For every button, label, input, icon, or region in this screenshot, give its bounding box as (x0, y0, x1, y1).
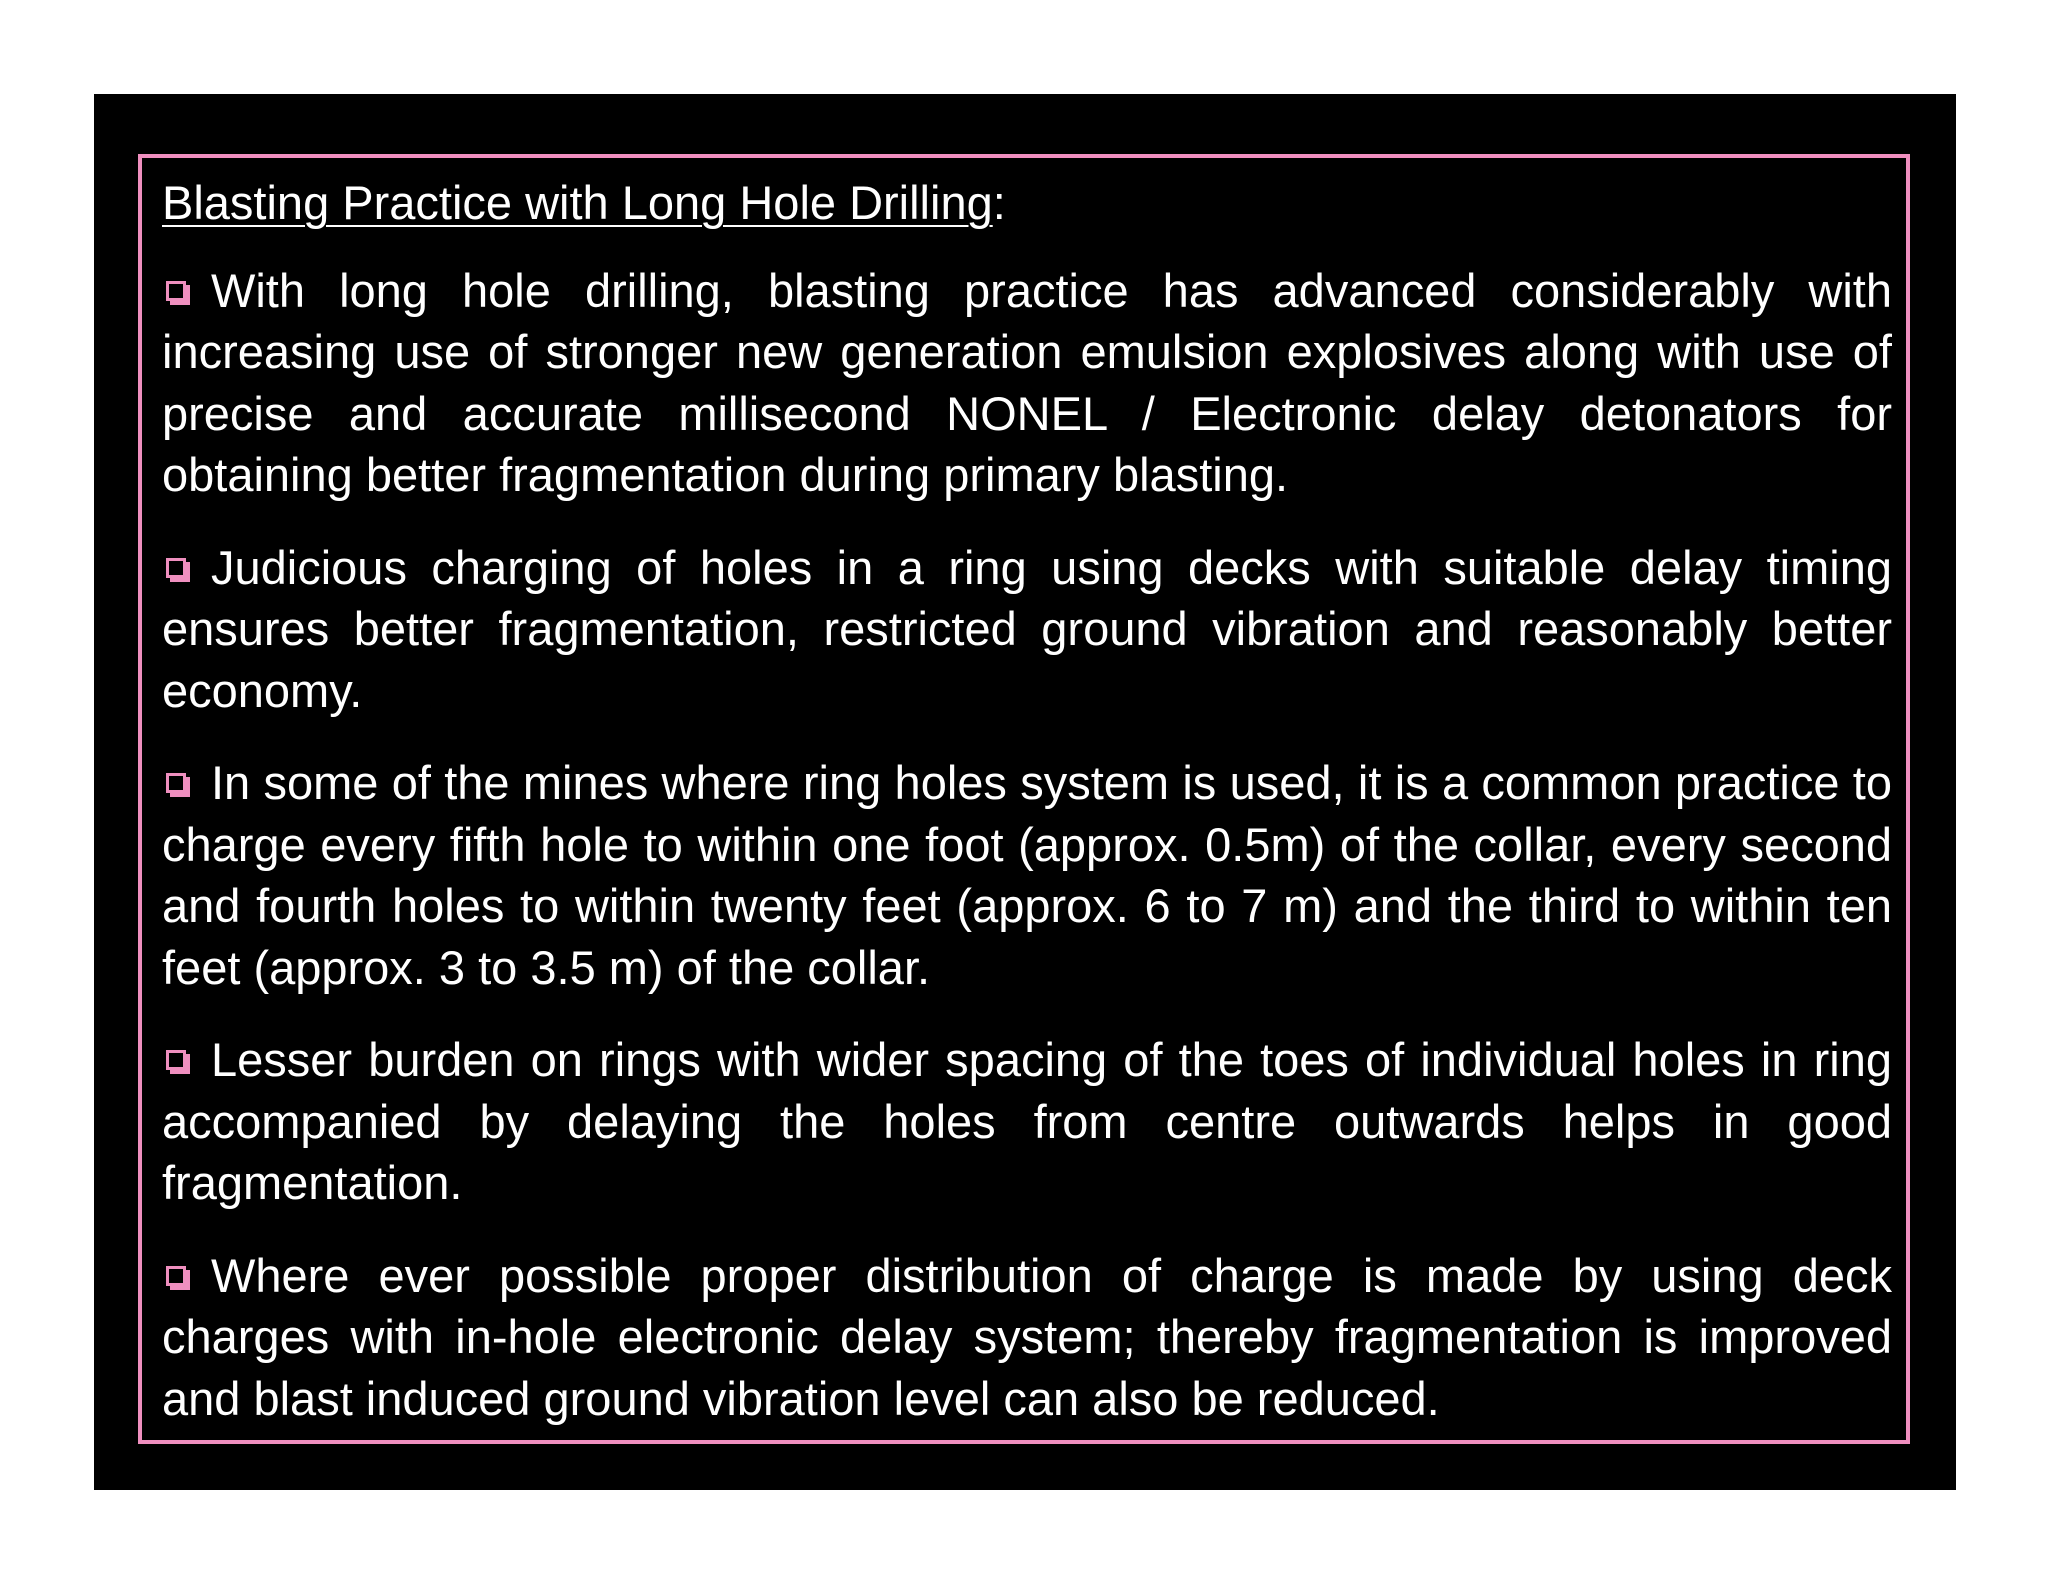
content-frame (138, 154, 1910, 1444)
bullet-text-5: Where ever possible proper distribution of charge is made by using deck charges with in-hole electronic delay system; thereby fragmentation is improved and blast induced ground vibration level can also be reduced. (162, 1248, 1892, 1425)
slide-title-colon: : (992, 176, 1006, 229)
hollow-square-bullet-icon (166, 1050, 193, 1077)
hollow-square-bullet-icon (166, 1266, 193, 1293)
hollow-square-bullet-icon (166, 281, 193, 308)
slide-title-text: Blasting Practice with Long Hole Drilling (162, 176, 993, 229)
bullet-text-1: With long hole drilling, blasting practice has advanced considerably with increasing use of stronger new generation emulsion explosives along with use of precise and accurate millisecond NONEL / Electronic delay detonators for obtaining better fragmentation during primary blasting. (162, 263, 1892, 501)
slide-panel (94, 94, 1956, 1490)
bullet-text-4: Lesser burden on rings with wider spacing of the toes of individual holes in ring accompanied by delaying the holes from centre outwards helps in good fragmentation. (162, 1033, 1892, 1209)
bullet-text-2: Judicious charging of holes in a ring using decks with suitable delay timing ensures better fragmentation, restricted ground vibration and reasonably better economy. (162, 540, 1892, 717)
hollow-square-bullet-icon (166, 773, 193, 800)
bullet-paragraph-5 (162, 1245, 1892, 1430)
bullet-paragraph-2 (162, 537, 1892, 722)
bullet-paragraph-1 (162, 260, 1892, 506)
hollow-square-bullet-icon (166, 558, 193, 585)
slide-content (162, 172, 1892, 1429)
slide-title (162, 172, 1892, 234)
bullet-paragraph-4 (162, 1029, 1892, 1214)
bullet-paragraph-3 (162, 752, 1892, 998)
bullet-text-3: In some of the mines where ring holes system is used, it is a common practice to charge every fifth hole to within one foot (approx. 0.5m) of the collar, every second and fourth holes to within twenty feet (approx. 6 to 7 m) and the third to within ten feet (approx. 3 to 3.5 m) of the collar. (162, 756, 1892, 994)
